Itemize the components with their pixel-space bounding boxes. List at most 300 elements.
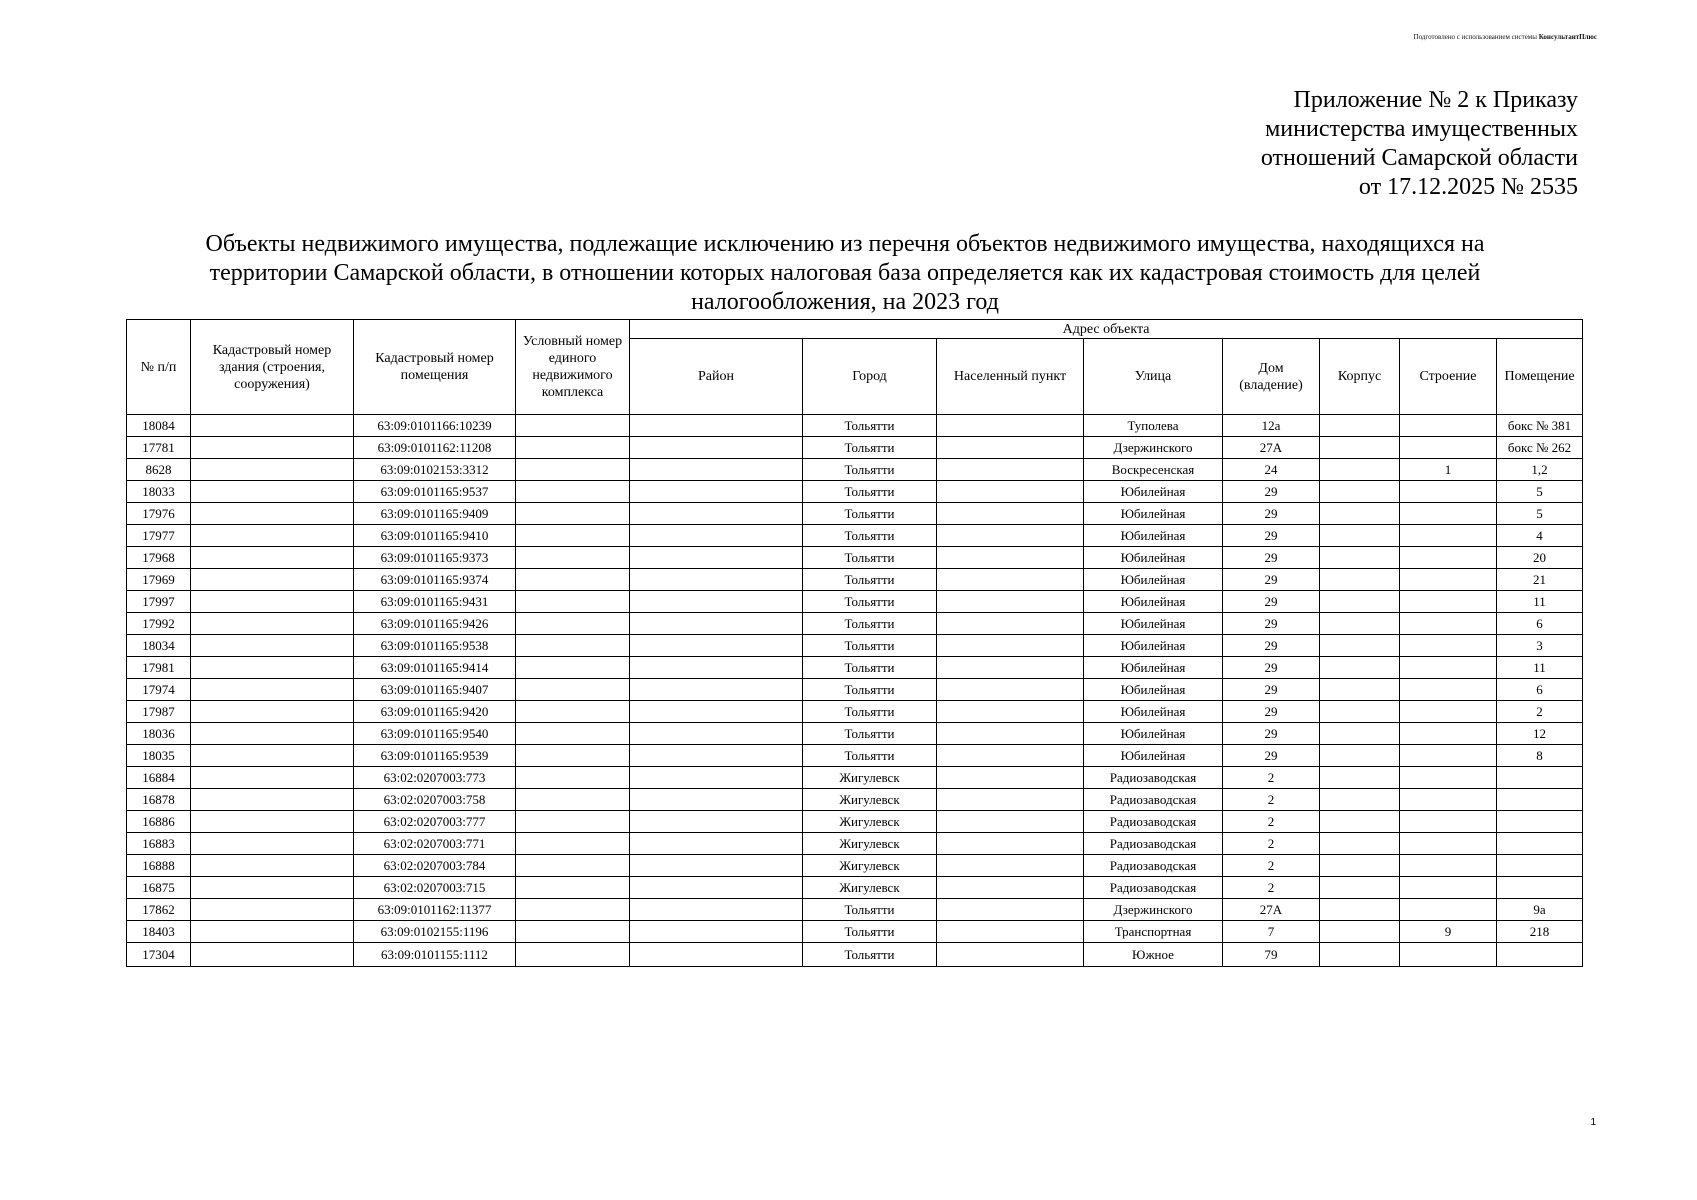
header-building-cadastral: Кадастровый номер здания (строения, сооружения) — [191, 320, 354, 415]
table-row — [127, 745, 1583, 767]
cell-settlement — [937, 569, 1084, 591]
cell-complex-number — [516, 701, 630, 723]
cell-premises-cadastral: 63:09:0101165:9373 — [354, 547, 516, 569]
table-row — [127, 855, 1583, 877]
cell-house: 79 — [1223, 943, 1320, 967]
cell-room: 4 — [1497, 525, 1583, 547]
table-row — [127, 899, 1583, 921]
cell-korpus — [1320, 503, 1400, 525]
table-row — [127, 833, 1583, 855]
consultant-plus-note — [1414, 33, 1597, 41]
cell-district — [630, 789, 803, 811]
cell-premises-cadastral: 63:09:0101165:9431 — [354, 591, 516, 613]
cell-street: Радиозаводская — [1084, 877, 1223, 899]
cell-building-cadastral — [191, 723, 354, 745]
cell-room: 3 — [1497, 635, 1583, 657]
cell-district — [630, 899, 803, 921]
cell-building-cadastral — [191, 503, 354, 525]
cell-room: 5 — [1497, 481, 1583, 503]
cell-room — [1497, 855, 1583, 877]
cell-num: 18033 — [127, 481, 191, 503]
cell-premises-cadastral: 63:09:0101165:9420 — [354, 701, 516, 723]
cell-room — [1497, 789, 1583, 811]
cell-house: 29 — [1223, 723, 1320, 745]
cell-room: бокс № 262 — [1497, 437, 1583, 459]
cell-korpus — [1320, 701, 1400, 723]
cell-building-cadastral — [191, 943, 354, 967]
appendix-block — [1261, 86, 1578, 202]
cell-stroenie — [1400, 415, 1497, 437]
table-row — [127, 437, 1583, 459]
cell-district — [630, 635, 803, 657]
cell-premises-cadastral: 63:02:0207003:777 — [354, 811, 516, 833]
cell-korpus — [1320, 679, 1400, 701]
cell-settlement — [937, 459, 1084, 481]
cell-korpus — [1320, 789, 1400, 811]
cell-street: Дзержинского — [1084, 899, 1223, 921]
cell-complex-number — [516, 437, 630, 459]
cell-korpus — [1320, 525, 1400, 547]
cell-building-cadastral — [191, 481, 354, 503]
cell-city: Тольятти — [803, 547, 937, 569]
consultant-note-prefix: Подготовлено с использованием системы — [1413, 33, 1537, 41]
cell-room — [1497, 833, 1583, 855]
cell-complex-number — [516, 613, 630, 635]
appendix-line-2: министерства имущественных — [1265, 116, 1578, 142]
cell-premises-cadastral: 63:09:0101165:9539 — [354, 745, 516, 767]
cell-premises-cadastral: 63:09:0101162:11208 — [354, 437, 516, 459]
cell-street: Юбилейная — [1084, 745, 1223, 767]
cell-room: 9а — [1497, 899, 1583, 921]
header-premises-cadastral: Кадастровый номер помещения — [354, 320, 516, 415]
cell-korpus — [1320, 877, 1400, 899]
cell-settlement — [937, 657, 1084, 679]
cell-building-cadastral — [191, 569, 354, 591]
cell-room: 1,2 — [1497, 459, 1583, 481]
cell-settlement — [937, 613, 1084, 635]
cell-premises-cadastral: 63:09:0101165:9407 — [354, 679, 516, 701]
cell-building-cadastral — [191, 767, 354, 789]
cell-district — [630, 437, 803, 459]
cell-settlement — [937, 701, 1084, 723]
cell-city: Тольятти — [803, 613, 937, 635]
cell-complex-number — [516, 877, 630, 899]
header-city: Город — [803, 339, 937, 415]
table-body — [127, 415, 1583, 967]
cell-house: 29 — [1223, 481, 1320, 503]
cell-korpus — [1320, 591, 1400, 613]
appendix-line-1: Приложение № 2 к Приказу — [1293, 87, 1578, 113]
cell-room — [1497, 767, 1583, 789]
cell-complex-number — [516, 899, 630, 921]
cell-house: 29 — [1223, 635, 1320, 657]
cell-district — [630, 701, 803, 723]
appendix-line-4: от 17.12.2025 № 2535 — [1358, 174, 1578, 200]
cell-stroenie — [1400, 701, 1497, 723]
cell-building-cadastral — [191, 635, 354, 657]
cell-city: Тольятти — [803, 525, 937, 547]
cell-num: 17976 — [127, 503, 191, 525]
cell-street: Юбилейная — [1084, 525, 1223, 547]
cell-korpus — [1320, 943, 1400, 967]
cell-district — [630, 767, 803, 789]
cell-num: 17781 — [127, 437, 191, 459]
cell-city: Жигулевск — [803, 811, 937, 833]
cell-room: 11 — [1497, 657, 1583, 679]
cell-city: Жигулевск — [803, 767, 937, 789]
cell-complex-number — [516, 503, 630, 525]
cell-house: 29 — [1223, 679, 1320, 701]
table-row — [127, 657, 1583, 679]
cell-complex-number — [516, 459, 630, 481]
cell-settlement — [937, 833, 1084, 855]
cell-building-cadastral — [191, 921, 354, 943]
cell-complex-number — [516, 921, 630, 943]
cell-premises-cadastral: 63:09:0101165:9426 — [354, 613, 516, 635]
cell-city: Тольятти — [803, 943, 937, 967]
cell-city: Тольятти — [803, 899, 937, 921]
cell-stroenie — [1400, 481, 1497, 503]
cell-complex-number — [516, 525, 630, 547]
cell-district — [630, 855, 803, 877]
cell-stroenie — [1400, 855, 1497, 877]
title-line-1: Объекты недвижимого имущества, подлежащие исключению из перечня объектов недвижимого имущества, находящихся на — [205, 231, 1485, 257]
table-row — [127, 525, 1583, 547]
cell-district — [630, 877, 803, 899]
cell-stroenie — [1400, 657, 1497, 679]
cell-street: Юбилейная — [1084, 591, 1223, 613]
cell-room — [1497, 943, 1583, 967]
cell-complex-number — [516, 855, 630, 877]
cell-district — [630, 503, 803, 525]
table-row — [127, 789, 1583, 811]
cell-room: 21 — [1497, 569, 1583, 591]
cell-settlement — [937, 789, 1084, 811]
cell-complex-number — [516, 723, 630, 745]
cell-settlement — [937, 547, 1084, 569]
cell-building-cadastral — [191, 877, 354, 899]
cell-house: 2 — [1223, 833, 1320, 855]
header-stroenie: Строение — [1400, 339, 1497, 415]
cell-complex-number — [516, 591, 630, 613]
cell-house: 29 — [1223, 613, 1320, 635]
cell-stroenie — [1400, 679, 1497, 701]
cell-settlement — [937, 855, 1084, 877]
cell-settlement — [937, 481, 1084, 503]
cell-korpus — [1320, 481, 1400, 503]
cell-city: Тольятти — [803, 657, 937, 679]
cell-street: Дзержинского — [1084, 437, 1223, 459]
cell-settlement — [937, 591, 1084, 613]
cell-complex-number — [516, 481, 630, 503]
cell-complex-number — [516, 415, 630, 437]
cell-house: 2 — [1223, 767, 1320, 789]
document-title — [160, 230, 1530, 317]
cell-room: 20 — [1497, 547, 1583, 569]
cell-complex-number — [516, 679, 630, 701]
cell-district — [630, 657, 803, 679]
header-district: Район — [630, 339, 803, 415]
cell-stroenie: 9 — [1400, 921, 1497, 943]
cell-stroenie — [1400, 899, 1497, 921]
cell-stroenie — [1400, 943, 1497, 967]
cell-building-cadastral — [191, 547, 354, 569]
cell-korpus — [1320, 899, 1400, 921]
header-house: Дом (владение) — [1223, 339, 1320, 415]
cell-num: 16888 — [127, 855, 191, 877]
cell-district — [630, 811, 803, 833]
cell-stroenie — [1400, 437, 1497, 459]
cell-settlement — [937, 723, 1084, 745]
cell-complex-number — [516, 789, 630, 811]
cell-city: Жигулевск — [803, 789, 937, 811]
cell-street: Юбилейная — [1084, 481, 1223, 503]
cell-premises-cadastral: 63:02:0207003:784 — [354, 855, 516, 877]
cell-korpus — [1320, 613, 1400, 635]
cell-korpus — [1320, 569, 1400, 591]
cell-stroenie — [1400, 811, 1497, 833]
cell-street: Радиозаводская — [1084, 767, 1223, 789]
cell-premises-cadastral: 63:09:0101165:9410 — [354, 525, 516, 547]
title-line-2: территории Самарской области, в отношении которых налоговая база определяется как их кадастровая стоимость для целей — [209, 260, 1481, 286]
cell-premises-cadastral: 63:09:0102155:1196 — [354, 921, 516, 943]
cell-house: 29 — [1223, 745, 1320, 767]
cell-city: Тольятти — [803, 701, 937, 723]
cell-street: Юбилейная — [1084, 701, 1223, 723]
cell-room: 11 — [1497, 591, 1583, 613]
cell-room — [1497, 877, 1583, 899]
cell-house: 29 — [1223, 657, 1320, 679]
header-complex-number: Условный номер единого недвижимого комплекса — [516, 320, 630, 415]
cell-district — [630, 679, 803, 701]
cell-house: 27А — [1223, 437, 1320, 459]
cell-house: 27А — [1223, 899, 1320, 921]
cell-settlement — [937, 679, 1084, 701]
cell-korpus — [1320, 459, 1400, 481]
cell-house: 7 — [1223, 921, 1320, 943]
cell-building-cadastral — [191, 437, 354, 459]
cell-num: 17862 — [127, 899, 191, 921]
table-row — [127, 943, 1583, 967]
cell-city: Жигулевск — [803, 855, 937, 877]
cell-street: Радиозаводская — [1084, 811, 1223, 833]
cell-building-cadastral — [191, 745, 354, 767]
cell-street: Юбилейная — [1084, 569, 1223, 591]
cell-complex-number — [516, 745, 630, 767]
cell-settlement — [937, 921, 1084, 943]
cell-stroenie — [1400, 635, 1497, 657]
cell-street: Радиозаводская — [1084, 855, 1223, 877]
cell-building-cadastral — [191, 591, 354, 613]
cell-street: Радиозаводская — [1084, 833, 1223, 855]
cell-korpus — [1320, 547, 1400, 569]
table-row — [127, 723, 1583, 745]
cell-complex-number — [516, 833, 630, 855]
cell-complex-number — [516, 943, 630, 967]
cell-city: Тольятти — [803, 921, 937, 943]
page-number: 1 — [1590, 1117, 1596, 1128]
cell-num: 17968 — [127, 547, 191, 569]
cell-korpus — [1320, 723, 1400, 745]
cell-building-cadastral — [191, 459, 354, 481]
cell-district — [630, 613, 803, 635]
cell-house: 29 — [1223, 547, 1320, 569]
header-settlement: Населенный пункт — [937, 339, 1084, 415]
cell-korpus — [1320, 921, 1400, 943]
cell-settlement — [937, 767, 1084, 789]
cell-num: 16884 — [127, 767, 191, 789]
header-num: № п/п — [127, 320, 191, 415]
cell-house: 12а — [1223, 415, 1320, 437]
cell-building-cadastral — [191, 811, 354, 833]
table-row — [127, 547, 1583, 569]
cell-num: 17992 — [127, 613, 191, 635]
cell-stroenie — [1400, 569, 1497, 591]
cell-complex-number — [516, 547, 630, 569]
cell-room — [1497, 811, 1583, 833]
cell-num: 8628 — [127, 459, 191, 481]
cell-district — [630, 591, 803, 613]
cell-street: Туполева — [1084, 415, 1223, 437]
cell-building-cadastral — [191, 899, 354, 921]
cell-premises-cadastral: 63:09:0101162:11377 — [354, 899, 516, 921]
cell-premises-cadastral: 63:09:0101165:9538 — [354, 635, 516, 657]
cell-room: 2 — [1497, 701, 1583, 723]
cell-district — [630, 415, 803, 437]
cell-complex-number — [516, 635, 630, 657]
cell-city: Тольятти — [803, 481, 937, 503]
table-row — [127, 701, 1583, 723]
cell-num: 16886 — [127, 811, 191, 833]
cell-korpus — [1320, 767, 1400, 789]
cell-premises-cadastral: 63:09:0101165:9537 — [354, 481, 516, 503]
cell-settlement — [937, 899, 1084, 921]
title-line-3: налогообложения, на 2023 год — [691, 289, 999, 315]
header-address: Адрес объекта — [630, 320, 1583, 339]
cell-korpus — [1320, 745, 1400, 767]
cell-city: Жигулевск — [803, 833, 937, 855]
cell-premises-cadastral: 63:09:0101165:9374 — [354, 569, 516, 591]
cell-building-cadastral — [191, 679, 354, 701]
cell-house: 2 — [1223, 789, 1320, 811]
cell-room: 8 — [1497, 745, 1583, 767]
cell-street: Юбилейная — [1084, 723, 1223, 745]
cell-complex-number — [516, 569, 630, 591]
cell-complex-number — [516, 657, 630, 679]
cell-room: 12 — [1497, 723, 1583, 745]
cell-district — [630, 943, 803, 967]
cell-building-cadastral — [191, 701, 354, 723]
table-row — [127, 569, 1583, 591]
cell-num: 17974 — [127, 679, 191, 701]
cell-room: 6 — [1497, 613, 1583, 635]
cell-district — [630, 745, 803, 767]
table-row — [127, 503, 1583, 525]
cell-num: 17977 — [127, 525, 191, 547]
cell-premises-cadastral: 63:09:0101155:1112 — [354, 943, 516, 967]
cell-city: Тольятти — [803, 569, 937, 591]
cell-complex-number — [516, 767, 630, 789]
cell-num: 16878 — [127, 789, 191, 811]
cell-premises-cadastral: 63:02:0207003:773 — [354, 767, 516, 789]
cell-house: 24 — [1223, 459, 1320, 481]
cell-premises-cadastral: 63:02:0207003:758 — [354, 789, 516, 811]
cell-num: 18036 — [127, 723, 191, 745]
cell-city: Тольятти — [803, 745, 937, 767]
cell-house: 29 — [1223, 701, 1320, 723]
cell-house: 2 — [1223, 811, 1320, 833]
cell-premises-cadastral: 63:09:0101166:10239 — [354, 415, 516, 437]
cell-district — [630, 459, 803, 481]
cell-house: 29 — [1223, 525, 1320, 547]
cell-num: 17997 — [127, 591, 191, 613]
cell-street: Юбилейная — [1084, 613, 1223, 635]
cell-num: 17981 — [127, 657, 191, 679]
cell-city: Тольятти — [803, 679, 937, 701]
cell-district — [630, 481, 803, 503]
cell-settlement — [937, 437, 1084, 459]
header-korpus: Корпус — [1320, 339, 1400, 415]
cell-stroenie — [1400, 503, 1497, 525]
cell-num: 18403 — [127, 921, 191, 943]
table-row — [127, 415, 1583, 437]
cell-num: 16883 — [127, 833, 191, 855]
cell-korpus — [1320, 437, 1400, 459]
cell-building-cadastral — [191, 657, 354, 679]
cell-premises-cadastral: 63:02:0207003:715 — [354, 877, 516, 899]
cell-room: 218 — [1497, 921, 1583, 943]
cell-settlement — [937, 943, 1084, 967]
cell-stroenie — [1400, 767, 1497, 789]
cell-num: 17304 — [127, 943, 191, 967]
cell-num: 18034 — [127, 635, 191, 657]
cell-stroenie: 1 — [1400, 459, 1497, 481]
cell-city: Жигулевск — [803, 877, 937, 899]
cell-house: 29 — [1223, 569, 1320, 591]
cell-settlement — [937, 525, 1084, 547]
cell-complex-number — [516, 811, 630, 833]
cell-street: Радиозаводская — [1084, 789, 1223, 811]
cell-district — [630, 547, 803, 569]
cell-house: 2 — [1223, 855, 1320, 877]
table-row — [127, 613, 1583, 635]
cell-city: Тольятти — [803, 635, 937, 657]
cell-stroenie — [1400, 789, 1497, 811]
cell-korpus — [1320, 833, 1400, 855]
cell-korpus — [1320, 657, 1400, 679]
cell-house: 29 — [1223, 503, 1320, 525]
cell-street: Юбилейная — [1084, 657, 1223, 679]
cell-settlement — [937, 415, 1084, 437]
consultant-note-system: КонсультантПлюс — [1538, 33, 1597, 41]
table-row — [127, 811, 1583, 833]
cell-room: бокс № 381 — [1497, 415, 1583, 437]
cell-building-cadastral — [191, 789, 354, 811]
cell-building-cadastral — [191, 833, 354, 855]
cell-street: Юбилейная — [1084, 635, 1223, 657]
cell-settlement — [937, 635, 1084, 657]
cell-stroenie — [1400, 525, 1497, 547]
property-table — [126, 319, 1583, 967]
cell-building-cadastral — [191, 613, 354, 635]
cell-korpus — [1320, 855, 1400, 877]
cell-premises-cadastral: 63:09:0101165:9540 — [354, 723, 516, 745]
cell-settlement — [937, 811, 1084, 833]
cell-district — [630, 833, 803, 855]
cell-city: Тольятти — [803, 503, 937, 525]
cell-korpus — [1320, 635, 1400, 657]
cell-premises-cadastral: 63:09:0102153:3312 — [354, 459, 516, 481]
